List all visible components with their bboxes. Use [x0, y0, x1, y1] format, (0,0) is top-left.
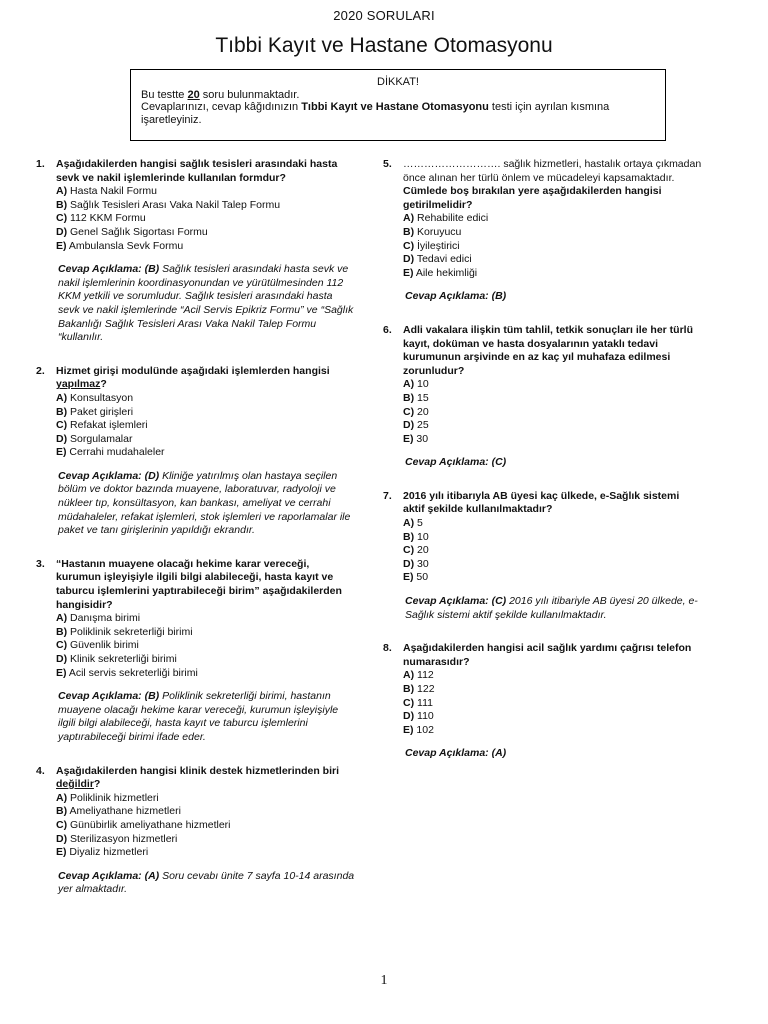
option-b: B) Sağlık Tesisleri Arası Vaka Nakil Talep Formu [56, 198, 281, 211]
notice-line-1-pre: Bu testte [141, 88, 188, 101]
option-e: E) Diyaliz hizmetleri [56, 846, 149, 859]
option-c: C) 20 [403, 544, 429, 557]
question-1 [36, 158, 356, 345]
option-a: A) Hasta Nakil Formu [56, 185, 157, 198]
answer-explanation: Cevap Açıklama: (A) [405, 747, 507, 760]
option-c: C) Refakat işlemleri [56, 419, 148, 432]
option-a: A) Konsultasyon [56, 391, 134, 404]
question-text: Aşağıdakilerden hangisi acil sağlık yardımı çağrısı telefon numarasıdır? [403, 642, 692, 668]
options-list [56, 185, 356, 253]
option-d: D) Tedavi edici [403, 253, 472, 266]
option-a: A) 5 [403, 517, 423, 530]
notice-test-name: Tıbbi Kayıt ve Hastane Otomasyonu [301, 101, 489, 113]
option-c: C) 112 KKM Formu [56, 212, 146, 225]
notice-box [130, 69, 666, 141]
answer-key: (B) [144, 690, 160, 703]
answer-explanation: Cevap Açıklama: (B) [405, 290, 507, 303]
option-a: A) Rehabilite edici [403, 212, 489, 225]
option-e: E) 102 [403, 723, 434, 736]
answer-explanation: Cevap Açıklama: (A) Soru cevabı ünite 7 sayfa 10-14 arasında yer almaktadır. [58, 869, 355, 896]
options-list [403, 517, 703, 585]
answer-explanation: Cevap Açıklama: (B) Sağlık tesisleri arasındaki hasta sevk ve nakil işlemlerinin koordinasyonundan ve yürütülmesinden 112 KKM yetkili ve sorumludur. Sağlık tesisleri arasındaki hasta sevk ve nakil işlemlerinde “Acil Servis Epikriz Formu” ve “Sağlık Bakanlığı Sağlık Tesisleri Arası Vaka Nakil Talep Formu “kullanılır. [58, 263, 354, 344]
options-list [403, 212, 703, 280]
document-title: Tıbbi Kayıt ve Hastane Otomasyonu [215, 34, 553, 57]
option-e: E) 50 [403, 571, 429, 584]
question-4 [36, 765, 356, 897]
answer-explanation: Cevap Açıklama: (B) Poliklinik sekreterliği birimi, hastanın muayene olacağı hekime karar vereceği, kurumun işleyişiyle ilgili bilgi alabileceği, hasta kayıt ve taburcu işlemlerini yaptırabileceği birimi ifade eder. [58, 690, 339, 743]
question-statement: ………………………. sağlık hizmetleri, hastalık ortaya çıkmadan önce alınan her türlü önlem ve mücadeleyi kapsamaktadır. [403, 158, 702, 184]
option-b: B) 10 [403, 530, 429, 543]
options-list [56, 612, 356, 680]
options-list [56, 392, 356, 460]
option-c: C) İyileştirici [403, 239, 460, 252]
option-b: B) 15 [403, 391, 429, 404]
question-text: 2016 yılı itibarıyla AB üyesi kaç ülkede, e-Sağlık sistemi aktif şekilde kullanılmaktadır? [403, 489, 680, 516]
question-8 [383, 642, 703, 761]
option-e: E) Ambulansla Sevk Formu [56, 239, 184, 252]
question-number: 6. [383, 323, 392, 336]
question-number: 4. [36, 764, 45, 777]
answer-explanation: Cevap Açıklama: (C) 2016 yılı itibariyle AB üyesi 20 ülkede, e-Sağlık sistemi aktif şekilde kullanılmaktadır. [405, 595, 698, 621]
option-b: B) 122 [403, 683, 435, 695]
question-count: 20 [187, 88, 200, 101]
option-e: E) Cerrahi mudahaleler [56, 446, 165, 459]
option-b: B) Paket girişleri [56, 405, 134, 418]
option-d: D) Sorgulamalar [56, 432, 133, 445]
answer-key: (C) [491, 456, 507, 469]
answer-key: (B) [491, 290, 507, 303]
question-number: 1. [36, 158, 45, 170]
question-text: “Hastanın muayene olacağı hekime karar vereceği, kurumun işleyişiyle ilgili bilgi alabileceği, hasta kayıt ve taburcu işlemlerini yaptırabileceği birim” aşağıdakilerden hangisidir? [56, 557, 342, 611]
notice-line-2 [141, 101, 655, 126]
option-d: D) Klinik sekreterliği birimi [56, 653, 177, 665]
options-list [403, 378, 703, 446]
option-a: A) Poliklinik hizmetleri [56, 791, 159, 804]
question-number: 2. [36, 364, 45, 377]
right-column [383, 158, 703, 781]
question-5 [383, 158, 703, 304]
option-c: C) Günübirlik ameliyathane hizmetleri [56, 818, 231, 831]
notice-line-2-post: testi için ayrılan kısmına işaretleyiniz. [141, 101, 610, 126]
notice-line-1-post: soru bulunmaktadır. [199, 88, 300, 101]
option-e: E) 30 [403, 432, 429, 445]
option-b: B) Ameliyathane hizmetleri [56, 805, 181, 818]
option-c: C) Güvenlik birimi [56, 639, 139, 652]
option-d: D) 30 [403, 557, 429, 570]
option-b: B) Poliklinik sekreterliği birimi [56, 625, 193, 638]
question-number: 3. [36, 557, 45, 570]
question-3 [36, 558, 356, 745]
question-number: 7. [383, 489, 392, 502]
options-list [403, 669, 703, 737]
top-label: 2020 SORULARI [333, 8, 435, 23]
question-text: Aşağıdakilerden hangisi klinik destek hizmetlerinden biri değildir? [56, 764, 339, 791]
option-a: A) 112 [403, 669, 434, 682]
question-2 [36, 365, 356, 538]
option-b: B) Koruyucu [403, 225, 462, 238]
answer-explanation: Cevap Açıklama: (C) [405, 456, 507, 469]
answer-key: (D) [144, 469, 160, 482]
question-text: Aşağıdakilerden hangisi sağlık tesisleri arasındaki hasta sevk ve nakil işlemlerinde kullanılan formdur? [56, 158, 338, 184]
option-c: C) 111 [403, 696, 433, 709]
option-e: E) Aile hekimliği [403, 266, 478, 279]
notice-title: DİKKAT! [377, 76, 419, 88]
options-list [56, 792, 356, 860]
answer-key: (A) [491, 747, 507, 760]
option-a: A) 10 [403, 378, 429, 391]
option-c: C) 20 [403, 405, 429, 418]
option-a: A) Danışma birimi [56, 612, 141, 625]
question-text: Cümlede boş bırakılan yere aşağıdakilerden hangisi getirilmelidir? [403, 185, 662, 211]
question-text: Hizmet girişi modulünde aşağıdaki işlemlerden hangisi yapılmaz? [56, 364, 330, 391]
question-6 [383, 324, 703, 470]
page-number: 1 [380, 973, 388, 988]
answer-key: (A) [144, 869, 160, 882]
left-column [36, 158, 356, 917]
answer-key: (C) [491, 595, 507, 608]
option-e: E) Acil servis sekreterliği birimi [56, 666, 198, 679]
option-d: D) Sterilizasyon hizmetleri [56, 832, 178, 845]
question-7 [383, 490, 703, 622]
option-d: D) 110 [403, 710, 434, 723]
option-d: D) Genel Sağlık Sigortası Formu [56, 225, 208, 238]
answer-explanation: Cevap Açıklama: (D) Kliniğe yatırılmış olan hastaya seçilen bölüm ve doktor bazında muayene, laboratuvar, radyoloji ve nükleer tıp, konsültasyon, kan bankası, ameliyat ve cerrahi müdahaleler, refakat işlemleri, stok işlemleri ve raporlamalar ile paket ve tanı girişlerinin yapıldığı ekrandır. [58, 469, 351, 537]
option-d: D) 25 [403, 419, 429, 432]
notice-line-2-pre: Cevaplarınızı, cevap kâğıdınızın [141, 101, 302, 113]
notice-line-1 [141, 89, 655, 102]
answer-key: (B) [144, 263, 160, 276]
question-text: Adli vakalara ilişkin tüm tahlil, tetkik sonuçları ile her türlü kayıt, doküman ve hasta dosyalarının yataklı tedavi kurumunun arşivinde en az kaç yıl muhafaza edilmesi zorunludur? [403, 323, 694, 377]
question-number: 8. [383, 642, 392, 655]
question-number: 5. [383, 158, 392, 170]
